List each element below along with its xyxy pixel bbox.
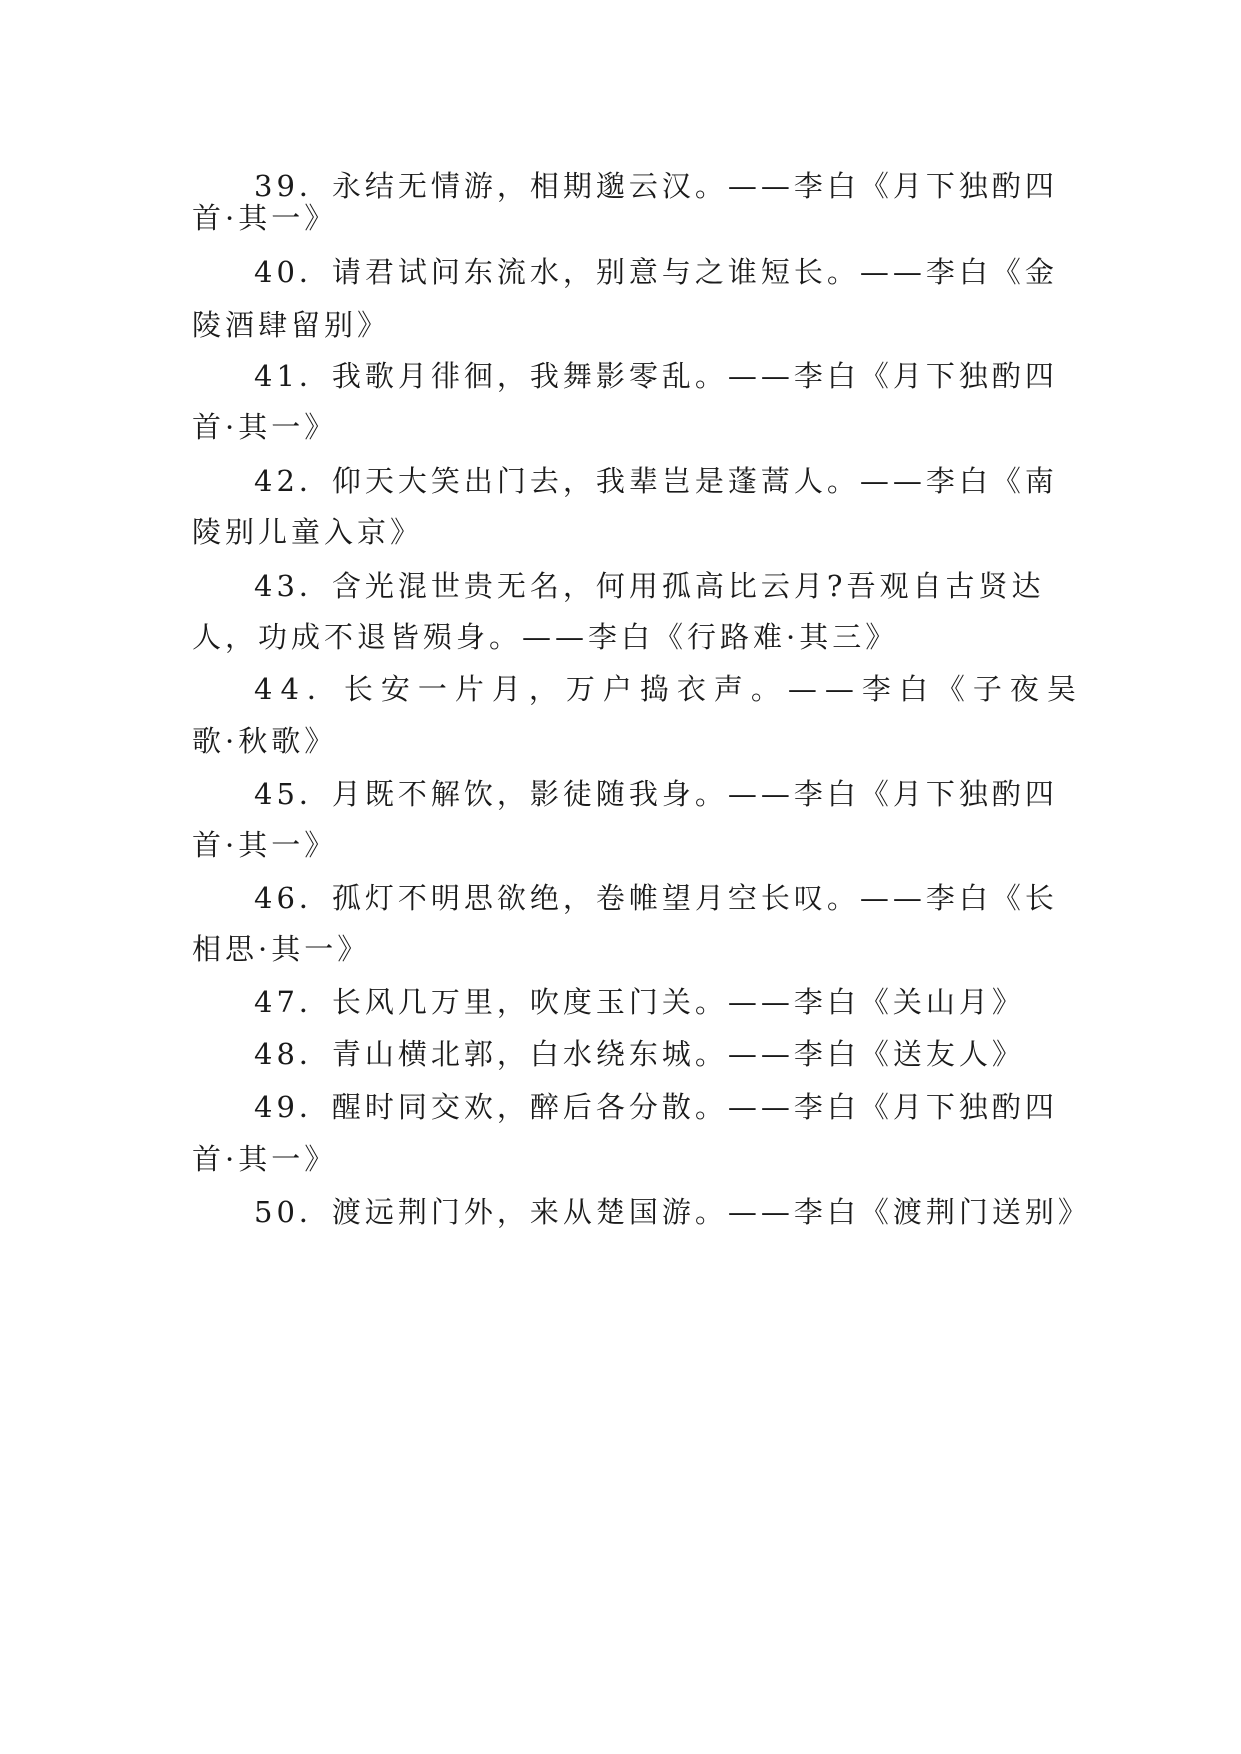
quote-41-line-2: 首·其一》 bbox=[192, 410, 338, 444]
quote-50-line-1: 50．渡远荆门外，来从楚国游。——李白《渡荆门送别》 bbox=[254, 1195, 1091, 1229]
quote-42-line-2: 陵别儿童入京》 bbox=[192, 515, 424, 549]
quote-39-line-2: 首·其一》 bbox=[192, 201, 338, 235]
quote-49-line-2: 首·其一》 bbox=[192, 1142, 338, 1176]
quote-40-line-2: 陵酒肆留别》 bbox=[192, 308, 391, 342]
quote-40-line-1: 40．请君试问东流水，别意与之谁短长。——李白《金 bbox=[254, 255, 1058, 289]
quote-44-line-1: 44．长安一片月，万户捣衣声。——李白《子夜吴 bbox=[254, 672, 1084, 706]
quote-44-line-2: 歌·秋歌》 bbox=[192, 724, 338, 758]
quote-49-line-1: 49．醒时同交欢，醉后各分散。——李白《月下独酌四 bbox=[254, 1090, 1058, 1124]
quote-47-line-1: 47．长风几万里，吹度玉门关。——李白《关山月》 bbox=[254, 985, 1025, 1019]
quote-43-line-1: 43．含光混世贵无名，何用孤高比云月?吾观自古贤达 bbox=[254, 569, 1045, 603]
quote-48-line-1: 48．青山横北郭，白水绕东城。——李白《送友人》 bbox=[254, 1037, 1025, 1071]
quote-39-line-1: 39．永结无情游，相期邈云汉。——李白《月下独酌四 bbox=[254, 169, 1058, 203]
quote-41-line-1: 41．我歌月徘徊，我舞影零乱。——李白《月下独酌四 bbox=[254, 359, 1058, 393]
quote-46-line-1: 46．孤灯不明思欲绝，卷帷望月空长叹。——李白《长 bbox=[254, 881, 1058, 915]
quote-42-line-1: 42．仰天大笑出门去，我辈岂是蓬蒿人。——李白《南 bbox=[254, 464, 1058, 498]
quote-45-line-1: 45．月既不解饮，影徒随我身。——李白《月下独酌四 bbox=[254, 777, 1058, 811]
quote-45-line-2: 首·其一》 bbox=[192, 828, 338, 862]
quote-43-line-2: 人，功成不退皆殒身。——李白《行路难·其三》 bbox=[192, 620, 899, 654]
quote-46-line-2: 相思·其一》 bbox=[192, 932, 371, 966]
